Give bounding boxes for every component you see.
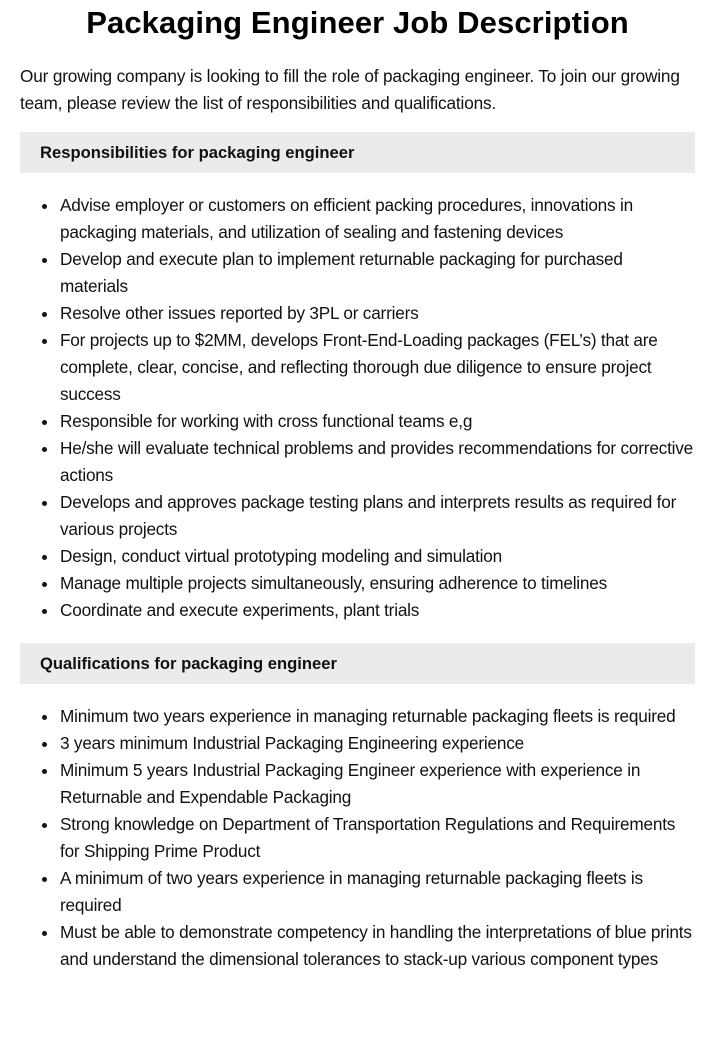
bullet-icon	[42, 877, 47, 882]
bullet-icon	[42, 742, 47, 747]
list-item	[20, 811, 695, 865]
list-item	[20, 327, 695, 408]
list-item-text: Responsible for working with cross functional teams e,g	[60, 411, 473, 431]
list-item-text: Advise employer or customers on efficient packing procedures, innovations in packaging materials, and utilization of sealing and fastening devices	[60, 195, 633, 242]
list-item	[20, 408, 695, 435]
list-item-text: Develop and execute plan to implement returnable packaging for purchased materials	[60, 249, 623, 296]
list-item	[20, 597, 695, 624]
bullet-icon	[42, 258, 47, 263]
list-item	[20, 865, 695, 919]
list-item-text: For projects up to $2MM, develops Front-End-Loading packages (FEL’s) that are complete, clear, concise, and reflecting thorough due diligence to ensure project success	[60, 330, 658, 404]
list-item	[20, 757, 695, 811]
list-item	[20, 919, 695, 973]
responsibilities-section	[20, 132, 695, 624]
bullet-icon	[42, 823, 47, 828]
bullet-icon	[42, 715, 47, 720]
list-item-text: A minimum of two years experience in managing returnable packaging fleets is required	[60, 868, 643, 915]
bullet-icon	[42, 555, 47, 560]
bullet-icon	[42, 204, 47, 209]
bullet-icon	[42, 339, 47, 344]
list-item	[20, 703, 695, 730]
bullet-icon	[42, 501, 47, 506]
responsibilities-list	[20, 192, 695, 624]
page-title: Packaging Engineer Job Description	[86, 5, 629, 40]
qualifications-section	[20, 643, 695, 973]
list-item-text: Resolve other issues reported by 3PL or carriers	[60, 303, 419, 323]
list-item-text: 3 years minimum Industrial Packaging Engineering experience	[60, 733, 524, 753]
list-item-text: Minimum two years experience in managing returnable packaging fleets is required	[60, 706, 676, 726]
list-item-text: Develops and approves package testing plans and interprets results as required for various projects	[60, 492, 677, 539]
list-item	[20, 192, 695, 246]
list-item-text: Must be able to demonstrate competency in handling the interpretations of blue prints and understand the dimensional tolerances to stack-up various component types	[60, 922, 692, 969]
bullet-icon	[42, 931, 47, 936]
bullet-icon	[42, 447, 47, 452]
list-item-text: Coordinate and execute experiments, plant trials	[60, 600, 420, 620]
bullet-icon	[42, 609, 47, 614]
list-item	[20, 543, 695, 570]
bullet-icon	[42, 582, 47, 587]
list-item-text: Minimum 5 years Industrial Packaging Engineer experience with experience in Returnable and Expendable Packaging	[60, 760, 641, 807]
intro-paragraph: Our growing company is looking to fill the role of packaging engineer. To join our growing team, please review the list of responsibilities and qualifications.	[20, 66, 680, 113]
responsibilities-heading: Responsibilities for packaging engineer	[20, 132, 695, 173]
qualifications-heading: Qualifications for packaging engineer	[20, 643, 695, 684]
qualifications-list	[20, 703, 695, 973]
list-item	[20, 300, 695, 327]
bullet-icon	[42, 312, 47, 317]
bullet-icon	[42, 769, 47, 774]
list-item-text: Manage multiple projects simultaneously, ensuring adherence to timelines	[60, 573, 608, 593]
list-item	[20, 570, 695, 597]
list-item	[20, 435, 695, 489]
list-item	[20, 730, 695, 757]
list-item	[20, 489, 695, 543]
list-item-text: Strong knowledge on Department of Transportation Regulations and Requirements for Shipping Prime Product	[60, 814, 676, 861]
list-item	[20, 246, 695, 300]
list-item-text: He/she will evaluate technical problems and provides recommendations for corrective actions	[60, 438, 694, 485]
list-item-text: Design, conduct virtual prototyping modeling and simulation	[60, 546, 503, 566]
bullet-icon	[42, 420, 47, 425]
